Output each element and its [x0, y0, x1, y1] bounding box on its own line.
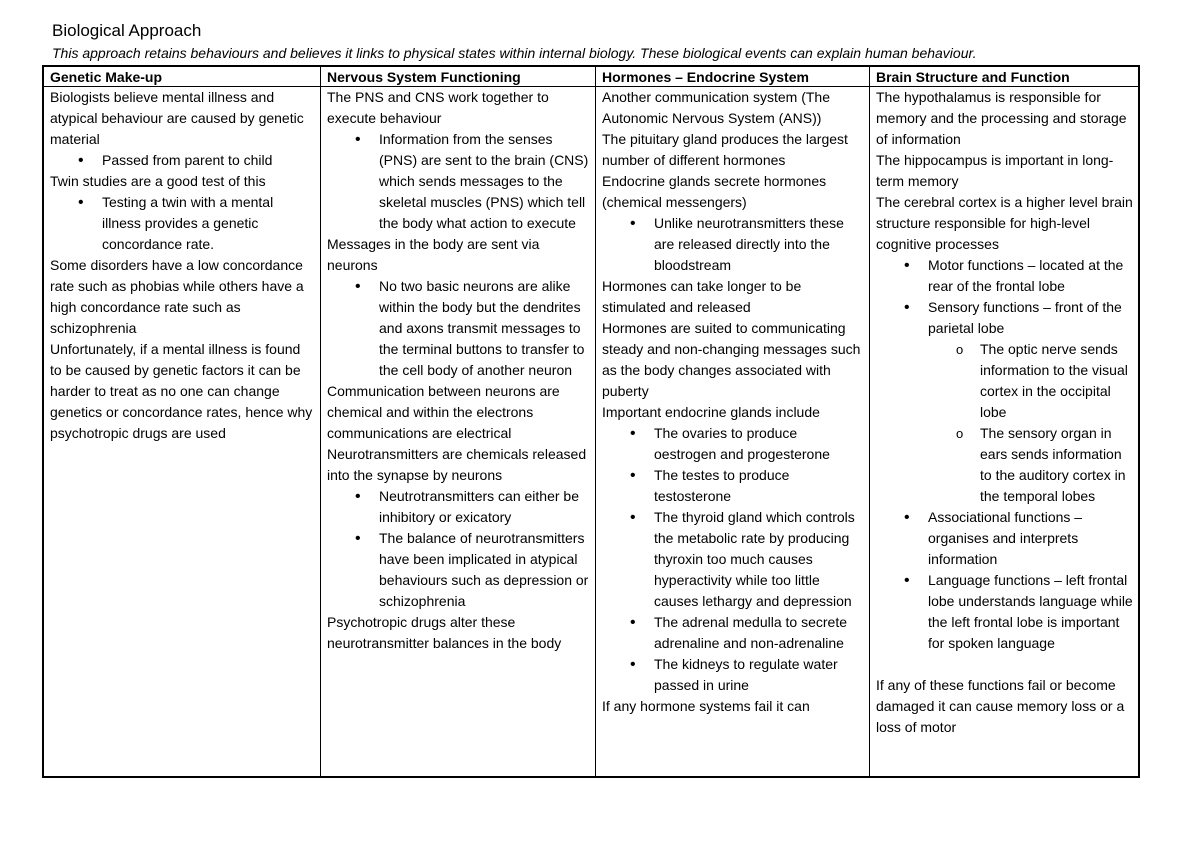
bullet-list: [876, 570, 1134, 654]
bullet-item: • No two basic neurons are alike within the body but the dendrites and axons transmit messages to the terminal buttons to transfer to the cell body of another neuron: [327, 276, 589, 381]
paragraph: The PNS and CNS work together to execute behaviour: [327, 89, 549, 126]
bullet-list: [50, 150, 314, 171]
bullet-list: [327, 276, 589, 381]
bullet-item: • The testes to produce testosterone: [602, 465, 863, 507]
paragraph: The cerebral cortex is a higher level brain structure responsible for high-level cognitive processes: [876, 194, 1133, 252]
column-body: [321, 87, 595, 654]
paragraph: Messages in the body are sent via neurons: [327, 236, 540, 273]
bullet-list: [602, 507, 863, 612]
bullet-item: • Information from the senses (PNS) are sent to the brain (CNS) which sends messages to the skeletal muscles (PNS) which tell the body what action to execute: [327, 129, 589, 234]
paragraph: Some disorders have a low concordance rate such as phobias while others have a high concordance rate such as schizophrenia: [50, 257, 304, 336]
sub-bullet-item: o The sensory organ in ears sends information to the auditory cortex in the temporal lobes: [876, 423, 1134, 507]
bullet-item: • Language functions – left frontal lobe understands language while the left frontal lobe is important for spoken language: [876, 570, 1134, 654]
bullet-list: [50, 192, 314, 255]
column-body: [870, 87, 1140, 738]
column-header: Hormones – Endocrine System: [596, 67, 869, 87]
blank-line: [876, 654, 1134, 675]
bullet-list: [602, 612, 863, 654]
paragraph: Hormones can take longer to be stimulated and released: [602, 278, 802, 315]
paragraph: Important endocrine glands include: [602, 404, 820, 420]
column-hormones: [595, 67, 869, 776]
bullet-item: • The balance of neurotransmitters have been implicated in atypical behaviours such as depression or schizophrenia: [327, 528, 589, 612]
document-subtitle: This approach retains behaviours and believes it links to physical states within internal biology. These biological events can explain human behaviour.: [52, 45, 977, 61]
content-table: [42, 65, 1140, 778]
bullet-list: [876, 255, 1134, 297]
bullet-item: • Unlike neurotransmitters these are released directly into the bloodstream: [602, 213, 863, 276]
paragraph: Endocrine glands secrete hormones (chemical messengers): [602, 173, 827, 210]
bullet-item: • The thyroid gland which controls the metabolic rate by producing thyroxin too much causes hyperactivity while too little causes lethargy and depression: [602, 507, 863, 612]
bullet-item: • Associational functions – organises and interprets information: [876, 507, 1134, 570]
bullet-item: • The ovaries to produce oestrogen and progesterone: [602, 423, 863, 465]
paragraph: The pituitary gland produces the largest number of different hormones: [602, 131, 848, 168]
column-body: [44, 87, 320, 444]
column-body: [596, 87, 869, 717]
bullet-item: • The kidneys to regulate water passed in urine: [602, 654, 863, 696]
column-nervous-system: [320, 67, 595, 776]
bullet-list: [602, 423, 863, 465]
paragraph: Biologists believe mental illness and atypical behaviour are caused by genetic material: [50, 89, 304, 147]
bullet-item: • Testing a twin with a mental illness provides a genetic concordance rate.: [50, 192, 314, 255]
bullet-list: [876, 507, 1134, 570]
column-header: Brain Structure and Function: [870, 67, 1140, 87]
column-genetic-makeup: [44, 67, 320, 776]
column-header: Genetic Make-up: [44, 67, 320, 87]
paragraph: Psychotropic drugs alter these neurotransmitter balances in the body: [327, 614, 562, 651]
bullet-list: [602, 213, 863, 276]
bullet-list: [876, 423, 1134, 507]
document-title: Biological Approach: [52, 21, 202, 40]
bullet-list: [327, 129, 589, 234]
bullet-list: [327, 486, 589, 528]
paragraph: Communication between neurons are chemical and within the electrons communications are electrical: [327, 383, 560, 441]
column-header: Nervous System Functioning: [321, 67, 595, 87]
bullet-item: • Motor functions – located at the rear of the frontal lobe: [876, 255, 1134, 297]
paragraph: Unfortunately, if a mental illness is found to be caused by genetic factors it can be harder to treat as no one can change genetics or concordance rates, hence why psychotropic drugs are used: [50, 341, 313, 441]
paragraph: Neurotransmitters are chemicals released into the synapse by neurons: [327, 446, 587, 483]
paragraph: The hippocampus is important in long-term memory: [876, 152, 1114, 189]
bullet-item: • The adrenal medulla to secrete adrenaline and non-adrenaline: [602, 612, 863, 654]
paragraph: The hypothalamus is responsible for memory and the processing and storage of information: [876, 89, 1127, 147]
bullet-list: [602, 654, 863, 696]
paragraph: If any hormone systems fail it can: [602, 698, 810, 714]
bullet-list: [876, 339, 1134, 423]
bullet-item: • Sensory functions – front of the parietal lobe: [876, 297, 1134, 339]
bullet-item: • Passed from parent to child: [50, 150, 314, 171]
paragraph: Hormones are suited to communicating steady and non-changing messages such as the body changes associated with puberty: [602, 320, 861, 399]
paragraph: Another communication system (The Autonomic Nervous System (ANS)): [602, 89, 830, 126]
bullet-list: [602, 465, 863, 507]
bullet-item: • Neutrotransmitters can either be inhibitory or exicatory: [327, 486, 589, 528]
paragraph: Twin studies are a good test of this: [50, 173, 266, 189]
column-brain-structure: [869, 67, 1140, 776]
bullet-list: [876, 297, 1134, 339]
sub-bullet-item: o The optic nerve sends information to the visual cortex in the occipital lobe: [876, 339, 1134, 423]
bullet-list: [327, 528, 589, 612]
paragraph: If any of these functions fail or become damaged it can cause memory loss or a loss of motor: [876, 677, 1125, 735]
